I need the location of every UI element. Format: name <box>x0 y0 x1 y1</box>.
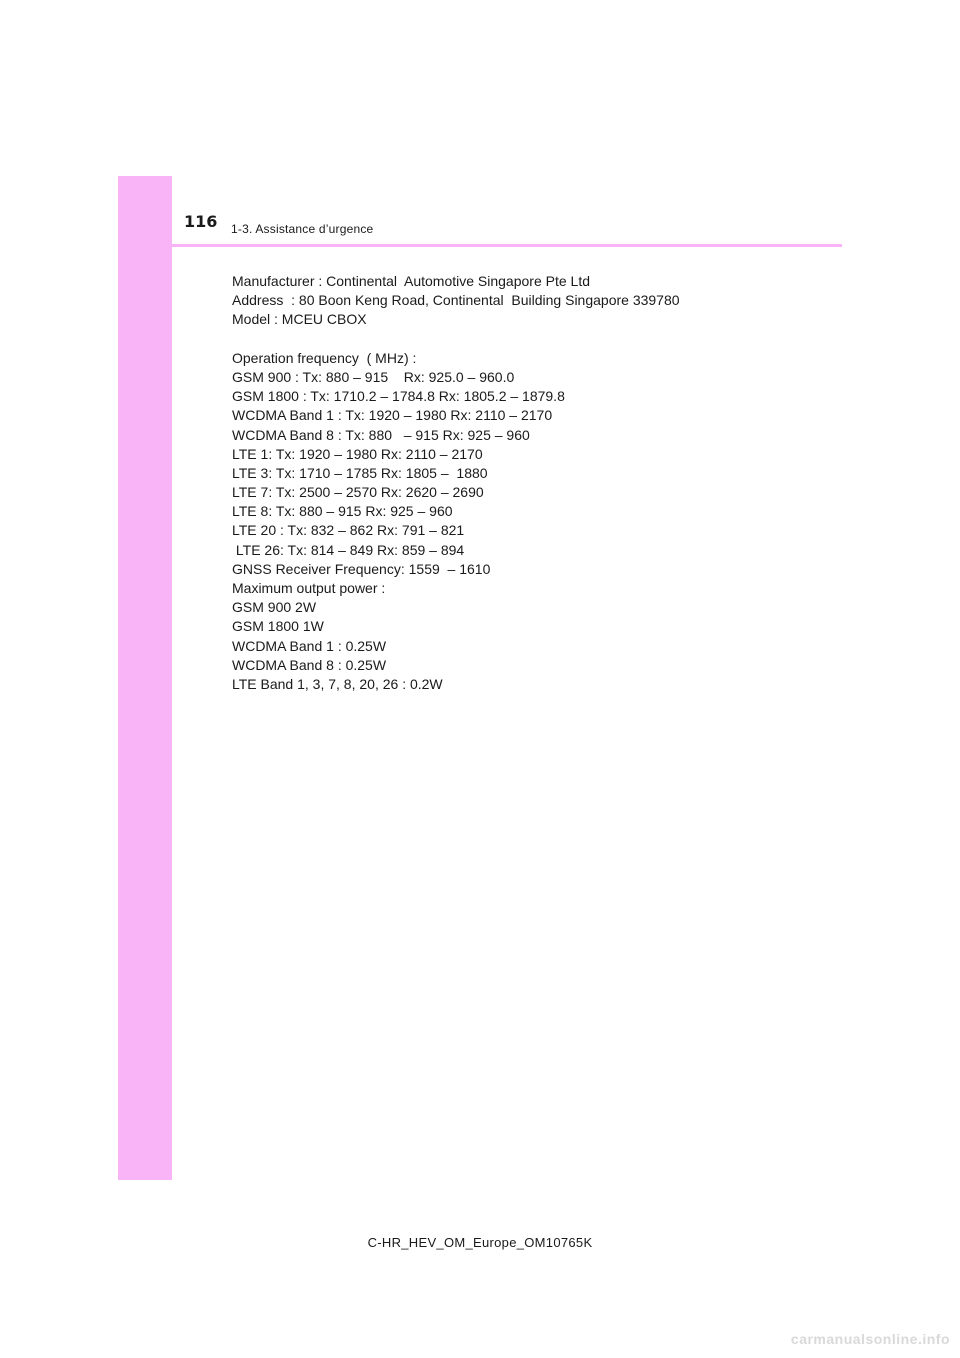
frequency-line: LTE 1: Tx: 1920 – 1980 Rx: 2110 – 2170 <box>232 445 483 462</box>
side-color-band <box>118 176 172 1180</box>
frequency-line: LTE 3: Tx: 1710 – 1785 Rx: 1805 – 1880 <box>232 464 488 481</box>
watermark: carmanualsonline.info <box>790 1331 950 1347</box>
frequency-line: LTE 7: Tx: 2500 – 2570 Rx: 2620 – 2690 <box>232 484 484 501</box>
frequency-line: LTE 8: Tx: 880 – 915 Rx: 925 – 960 <box>232 503 453 520</box>
address-line: Address : 80 Boon Keng Road, Continental Building Singapore 339780 <box>232 292 680 309</box>
frequency-line: GSM 900 : Tx: 880 – 915 Rx: 925.0 – 960.0 <box>232 368 515 385</box>
output-power-line: WCDMA Band 8 : 0.25W <box>232 656 387 673</box>
output-power-line: GSM 1800 1W <box>232 618 324 635</box>
model-line: Model : MCEU CBOX <box>232 311 367 328</box>
paragraph-spacer <box>232 330 832 349</box>
header-rule <box>118 244 842 247</box>
section-title: 1-3. Assistance d’urgence <box>231 222 374 236</box>
output-power-heading: Maximum output power : <box>232 580 386 596</box>
frequency-line: LTE 20 : Tx: 832 – 862 Rx: 791 – 821 <box>232 522 465 539</box>
output-power-line: WCDMA Band 1 : 0.25W <box>232 637 387 654</box>
frequency-heading: Operation frequency ( MHz) : <box>232 349 417 366</box>
document-id: C-HR_HEV_OM_Europe_OM10765K <box>367 1235 593 1250</box>
manufacturer-line: Manufacturer : Continental Automotive Singapore Pte Ltd <box>232 273 590 289</box>
frequency-line: WCDMA Band 8 : Tx: 880 – 915 Rx: 925 – 960 <box>232 426 530 443</box>
gnss-frequency-line: GNSS Receiver Frequency: 1559 – 1610 <box>232 560 491 577</box>
page-number: 116 <box>184 212 218 231</box>
frequency-line: LTE 26: Tx: 814 – 849 Rx: 859 – 894 <box>232 541 465 558</box>
frequency-line: WCDMA Band 1 : Tx: 1920 – 1980 Rx: 2110 – 2170 <box>232 407 553 424</box>
output-power-line: LTE Band 1, 3, 7, 8, 20, 26 : 0.2W <box>232 675 443 692</box>
content-body <box>232 272 832 694</box>
frequency-line: GSM 1800 : Tx: 1710.2 – 1784.8 Rx: 1805.2 – 1879.8 <box>232 388 565 405</box>
output-power-line: GSM 900 2W <box>232 599 317 616</box>
